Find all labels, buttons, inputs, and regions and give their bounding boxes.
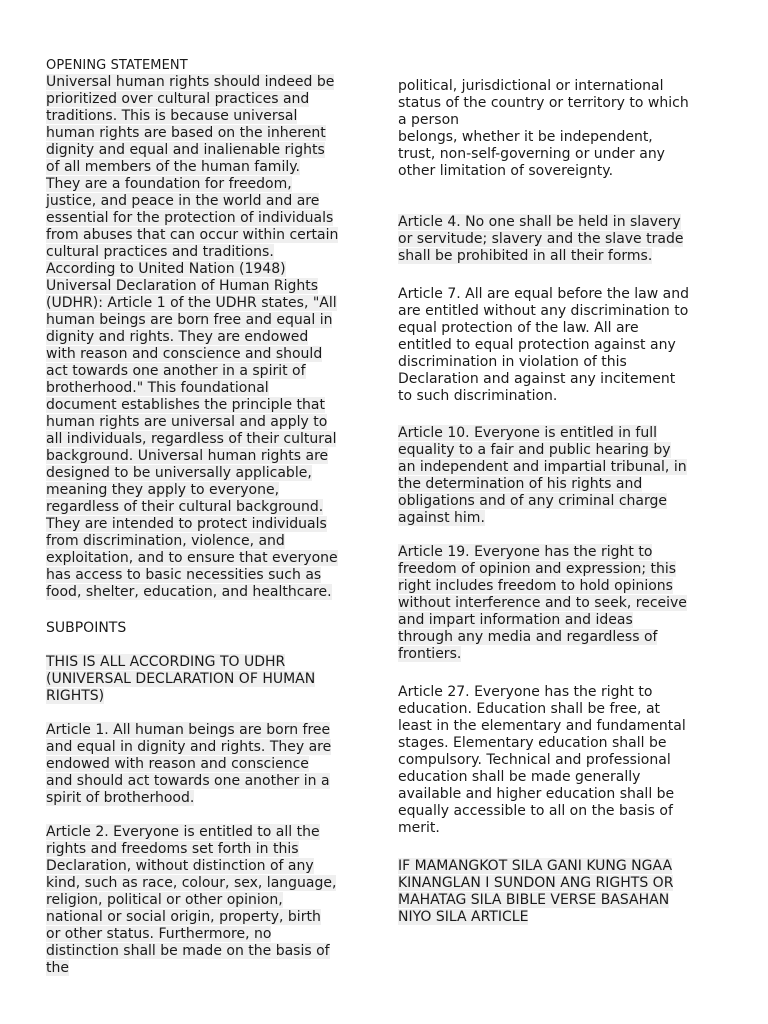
text-line <box>46 142 338 159</box>
text-line-content: and equal in dignity and rights. They are <box>46 739 332 755</box>
text-line <box>398 892 673 909</box>
text-line-content: traditions. This is because universal <box>46 108 298 124</box>
text-line <box>46 550 338 567</box>
text-line <box>398 510 687 527</box>
text-line <box>398 146 689 163</box>
text-line <box>46 91 338 108</box>
text-line-content: food, shelter, education, and healthcare. <box>46 584 332 600</box>
subpoints-heading <box>46 620 126 637</box>
text-line-content: endowed with reason and conscience <box>46 756 309 772</box>
text-line-content: merit. <box>398 820 440 836</box>
text-line <box>46 210 338 227</box>
text-line <box>46 346 338 363</box>
text-line <box>46 824 336 841</box>
text-line-content: essential for the protection of individuals <box>46 210 334 226</box>
text-line <box>46 397 338 414</box>
text-line <box>46 567 338 584</box>
article-27-paragraph <box>398 684 686 837</box>
text-line-content: belongs, whether it be independent, <box>398 129 653 145</box>
text-line <box>46 482 338 499</box>
opening-paragraph <box>46 74 338 601</box>
text-line-content: entitled to equal protection against any <box>398 337 676 353</box>
text-line-content: from abuses that can occur within certain <box>46 227 339 243</box>
text-line <box>46 312 338 329</box>
text-line <box>398 820 686 837</box>
text-line <box>46 499 338 516</box>
text-line-content: status of the country or territory to which <box>398 95 689 111</box>
text-line-content: human rights are universal and apply to <box>46 414 328 430</box>
text-line-content: Declaration, without distinction of any <box>46 858 314 874</box>
text-line-content: or other status. Furthermore, no <box>46 926 272 942</box>
text-line-content: frontiers. <box>398 646 462 662</box>
text-line-content: human rights are based on the inherent <box>46 125 326 141</box>
text-line <box>46 380 338 397</box>
text-line <box>46 108 338 125</box>
text-line-content: distinction shall be made on the basis of <box>46 943 330 959</box>
text-line-content: According to United Nation (1948) <box>46 261 286 277</box>
text-line-content: Article 4. No one shall be held in slavery <box>398 214 681 230</box>
text-line-content: national or social origin, property, birth <box>46 909 321 925</box>
text-line-content: available and higher education shall be <box>398 786 675 802</box>
text-line <box>398 95 689 112</box>
text-line <box>398 578 687 595</box>
text-line <box>46 909 336 926</box>
text-line <box>398 303 689 320</box>
text-line-content: discrimination in violation of this <box>398 354 627 370</box>
text-line <box>398 163 689 180</box>
text-line <box>398 858 673 875</box>
text-line <box>398 803 686 820</box>
text-line-content: NIYO SILA ARTICLE <box>398 909 529 925</box>
text-line <box>46 943 336 960</box>
text-line <box>398 248 683 265</box>
subpoints-heading-text: SUBPOINTS <box>46 620 127 636</box>
text-line <box>46 414 338 431</box>
text-line <box>398 909 673 926</box>
text-line-content: Article 10. Everyone is entitled in full <box>398 425 657 441</box>
article-2-continued-paragraph <box>398 78 689 180</box>
text-line <box>46 858 336 875</box>
text-line <box>46 244 338 261</box>
text-line <box>46 722 331 739</box>
text-line <box>398 78 689 95</box>
closing-note <box>398 858 673 926</box>
text-line-content: rights and freedoms set forth in this <box>46 841 299 857</box>
text-line-content: (UNIVERSAL DECLARATION OF HUMAN <box>46 671 316 687</box>
text-line-content: meaning they apply to everyone, <box>46 482 280 498</box>
text-line <box>398 459 687 476</box>
text-line-content: human beings are born free and equal in <box>46 312 333 328</box>
text-line-content: regardless of their cultural background. <box>46 499 324 515</box>
text-line-content: Article 7. All are equal before the law and <box>398 286 689 302</box>
article-2-paragraph <box>46 824 336 977</box>
text-line-content: shall be prohibited in all their forms. <box>398 248 653 264</box>
text-line <box>46 756 331 773</box>
text-line <box>398 320 689 337</box>
text-line <box>46 960 336 977</box>
text-line-content: Article 27. Everyone has the right to <box>398 684 653 700</box>
text-line-content: Universal Declaration of Human Rights <box>46 278 319 294</box>
text-line <box>46 790 331 807</box>
text-line <box>46 533 338 550</box>
text-line-content: an independent and impartial tribunal, in <box>398 459 687 475</box>
text-line-content: Universal human rights should indeed be <box>46 74 335 90</box>
udhr-heading <box>46 654 315 705</box>
text-line-content: obligations and of any criminal charge <box>398 493 668 509</box>
text-line-content: designed to be universally applicable, <box>46 465 312 481</box>
text-line <box>46 159 338 176</box>
text-line <box>398 769 686 786</box>
text-line-content: trust, non-self-governing or under any <box>398 146 665 162</box>
text-line <box>398 231 683 248</box>
text-line-content: They are a foundation for freedom, <box>46 176 292 192</box>
article-4-paragraph <box>398 214 683 265</box>
text-line <box>46 261 338 278</box>
text-line-content: political, jurisdictional or international <box>398 78 664 94</box>
text-line-content: the <box>46 960 69 976</box>
text-line <box>46 654 315 671</box>
text-line-content: to such discrimination. <box>398 388 558 404</box>
text-line <box>398 129 689 146</box>
text-line-content: They are intended to protect individuals <box>46 516 327 532</box>
opening-statement-heading: OPENING STATEMENT <box>46 58 188 73</box>
text-line-content: Article 19. Everyone has the right to <box>398 544 653 560</box>
text-line-content: are entitled without any discrimination to <box>398 303 689 319</box>
text-line <box>46 295 338 312</box>
text-line-content: or servitude; slavery and the slave trade <box>398 231 684 247</box>
text-line <box>398 646 687 663</box>
text-line <box>46 892 336 909</box>
text-line-content: dignity and equal and inalienable rights <box>46 142 325 158</box>
text-line-content: all individuals, regardless of their cultural <box>46 431 337 447</box>
text-line-content: IF MAMANGKOT SILA GANI KUNG NGAA <box>398 858 673 874</box>
text-line <box>46 841 336 858</box>
text-line <box>398 493 687 510</box>
text-line <box>46 74 338 91</box>
text-line <box>398 684 686 701</box>
text-line <box>398 629 687 646</box>
text-line-content: exploitation, and to ensure that everyone <box>46 550 338 566</box>
text-line <box>398 612 687 629</box>
text-line-content: and should act towards one another in a <box>46 773 330 789</box>
text-line-content: education shall be made generally <box>398 769 641 785</box>
text-line-content: religion, political or other opinion, <box>46 892 283 908</box>
text-line-content: justice, and peace in the world and are <box>46 193 320 209</box>
article-10-paragraph <box>398 425 687 527</box>
text-line-content: stages. Elementary education shall be <box>398 735 667 751</box>
article-1-paragraph <box>46 722 331 807</box>
text-line <box>398 701 686 718</box>
text-line-content: through any media and regardless of <box>398 629 658 645</box>
text-line <box>46 739 331 756</box>
text-line-content: the determination of his rights and <box>398 476 643 492</box>
article-7-paragraph <box>398 286 689 405</box>
text-line-content: education. Education shall be free, at <box>398 701 661 717</box>
text-line-content: RIGHTS) <box>46 688 105 704</box>
text-line-content: has access to basic necessities such as <box>46 567 322 583</box>
text-line-content: MAHATAG SILA BIBLE VERSE BASAHAN <box>398 892 670 908</box>
text-line-content: and impart information and ideas <box>398 612 633 628</box>
text-line <box>46 875 336 892</box>
text-line <box>46 465 338 482</box>
text-line <box>398 354 689 371</box>
text-line-content: dignity and rights. They are endowed <box>46 329 309 345</box>
text-line-content: freedom of opinion and expression; this <box>398 561 677 577</box>
text-line <box>398 595 687 612</box>
text-line-content: THIS IS ALL ACCORDING TO UDHR <box>46 654 286 670</box>
text-line <box>46 176 338 193</box>
text-line <box>398 442 687 459</box>
text-line-content: with reason and conscience and should <box>46 346 323 362</box>
text-line-content: least in the elementary and fundamental <box>398 718 686 734</box>
text-line-content: a person <box>398 112 460 128</box>
text-line-content: other limitation of sovereignty. <box>398 163 614 179</box>
text-line <box>398 786 686 803</box>
text-line <box>398 544 687 561</box>
text-line <box>398 476 687 493</box>
text-line-content: background. Universal human rights are <box>46 448 329 464</box>
text-line <box>398 735 686 752</box>
text-line-content: (UDHR): Article 1 of the UDHR states, "All <box>46 295 337 311</box>
text-line <box>398 561 687 578</box>
text-line-content: compulsory. Technical and professional <box>398 752 671 768</box>
text-line <box>398 752 686 769</box>
text-line <box>398 718 686 735</box>
text-line <box>46 516 338 533</box>
text-line <box>46 227 338 244</box>
text-line <box>398 286 689 303</box>
text-line-content: equal protection of the law. All are <box>398 320 639 336</box>
text-line-content: of all members of the human family. <box>46 159 300 175</box>
text-line-content: brotherhood." This foundational <box>46 380 269 396</box>
text-line <box>398 112 689 129</box>
text-line-content: KINANGLAN I SUNDON ANG RIGHTS OR <box>398 875 674 891</box>
text-line-content: right includes freedom to hold opinions <box>398 578 673 594</box>
text-line <box>398 214 683 231</box>
text-line <box>398 425 687 442</box>
text-line-content: act towards one another in a spirit of <box>46 363 306 379</box>
text-line <box>46 431 338 448</box>
text-line <box>46 363 338 380</box>
text-line-content: without interference and to seek, receive <box>398 595 687 611</box>
text-line-content: prioritized over cultural practices and <box>46 91 310 107</box>
text-line-content: kind, such as race, colour, sex, language, <box>46 875 337 891</box>
text-line <box>46 193 338 210</box>
text-line <box>46 688 315 705</box>
text-line-content: Article 2. Everyone is entitled to all the <box>46 824 320 840</box>
text-line-content: Declaration and against any incitement <box>398 371 676 387</box>
text-line <box>398 371 689 388</box>
article-19-paragraph <box>398 544 687 663</box>
text-line <box>398 875 673 892</box>
text-line <box>46 448 338 465</box>
text-line <box>46 671 315 688</box>
text-line-content: from discrimination, violence, and <box>46 533 285 549</box>
text-line <box>46 125 338 142</box>
text-line-content: equality to a fair and public hearing by <box>398 442 671 458</box>
text-line-content: spirit of brotherhood. <box>46 790 195 806</box>
text-line <box>398 388 689 405</box>
text-line-content: document establishes the principle that <box>46 397 325 413</box>
text-line-content: cultural practices and traditions. <box>46 244 274 260</box>
text-line <box>46 584 338 601</box>
text-line <box>46 773 331 790</box>
text-line-content: against him. <box>398 510 485 526</box>
text-line <box>46 926 336 943</box>
text-line <box>46 278 338 295</box>
text-line <box>398 337 689 354</box>
text-line-content: equally accessible to all on the basis of <box>398 803 673 819</box>
text-line-content: Article 1. All human beings are born free <box>46 722 331 738</box>
text-line <box>46 329 338 346</box>
